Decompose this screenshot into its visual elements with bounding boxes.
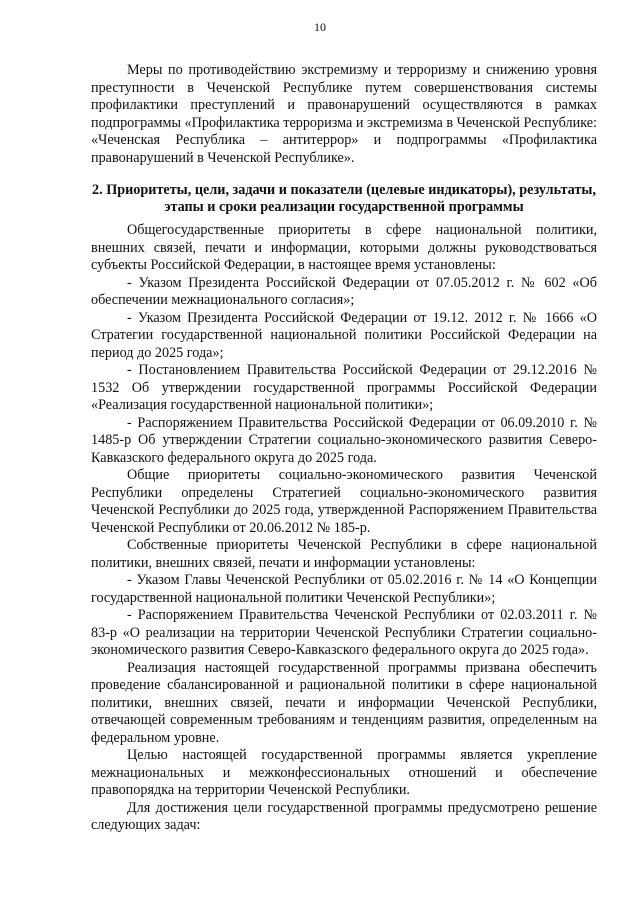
paragraph-decree-14: - Указом Главы Чеченской Республики от 05.02.2016 г. № 14 «О Концепции государственной национальной политики Чеченской Республики»; [91,572,597,606]
paragraph-tasks-intro: Для достижения цели государственной программы предусмотрено решение следующих задач: [91,799,597,833]
paragraph-program-implementation: Реализация настоящей государственной программы призвана обеспечить проведение сбалансированной и рациональной политики в сфере национальной политики, внешних связей, печати и информации Чеченской Республики, отвечающей современным требованиям и тенденциям развития, определенным на федеральном уровне. [91,659,597,746]
paragraph-resolution-1532: - Постановлением Правительства Российской Федерации от 29.12.2016 № 1532 Об утверждении государственной программы Российской Федерации «Реализация государственной национальной политики»; [91,362,597,413]
page-number: 10 [314,20,326,34]
intro-paragraph: Меры по противодействию экстремизму и терроризму и снижению уровня преступности в Чеченской Республике путем совершенствования системы профилактики преступлений и правонарушений осуществляются в рамках подпрограммы «Профилактика терроризма и экстремизма в Чеченской Республике: «Чеченская Республика – антитеррор» и подпрограммы «Профилактика правонарушений в Чеченской Республике». [91,62,597,166]
paragraph-order-1485: - Распоряжением Правительства Российской Федерации от 06.09.2010 г. № 1485-р Об утверждении Стратегии социально-экономического развития Северо-Кавказского федерального округа до 2025 года. [91,414,597,466]
paragraph-priorities-intro: Общегосударственные приоритеты в сфере национальной политики, внешних связей, печати и информации, которыми должны руководствоваться субъекты Российской Федерации, в настоящее время установлены: [91,222,597,273]
paragraph-general-priorities: Общие приоритеты социально-экономического развития Чеченской Республики определены Стратегией социально-экономического развития Чеченской Республики до 2025 года, утвержденной Распоряжением Правительства Чеченской Республики от 20.06.2012 № 185-р. [91,467,597,536]
paragraph-own-priorities: Собственные приоритеты Чеченской Республики в сфере национальной политики, внешних связей, печати и информации установлены: [91,537,597,571]
section-heading: 2. Приоритеты, цели, задачи и показатели (целевые индикаторы), результаты, этапы и сроки реализации государственной программы [92,182,596,215]
paragraph-order-83: - Распоряжением Правительства Чеченской Республики от 02.03.2011 г. № 83-р «О реализации на территории Чеченской Республики Стратегии социально-экономического развития Северо-Кавказского федерального округа до 2025 года». [91,607,597,658]
paragraph-decree-602: - Указом Президента Российской Федерации от 07.05.2012 г. № 602 «Об обеспечении межнационального согласия»; [91,274,597,308]
paragraph-program-goal: Целью настоящей государственной программы является укрепление межнациональных и межконфессиональных отношений и обеспечение правопорядка на территории Чеченской Республики. [91,747,597,798]
paragraph-decree-1666: - Указом Президента Российской Федерации от 19.12. 2012 г. № 1666 «О Стратегии государственной национальной политики Российской Федерации на период до 2025 года»; [91,309,597,361]
document-body [91,62,597,835]
